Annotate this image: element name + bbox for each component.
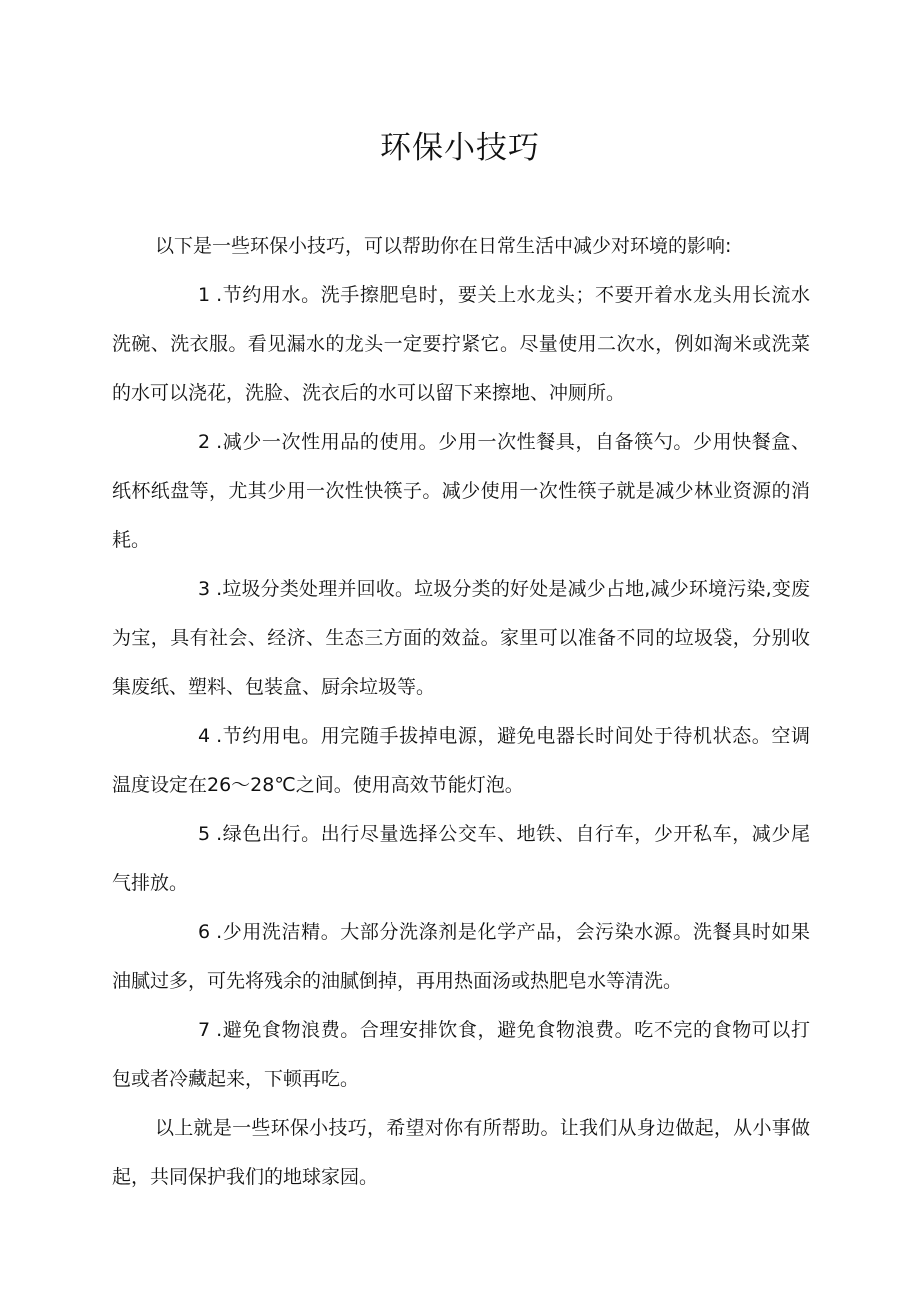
conclusion-paragraph: 以上就是一些环保小技巧，希望对你有所帮助。让我们从身边做起，从小事做起，共同保护我们的地球家园。: [112, 1117, 810, 1188]
tip-text: .减少一次性用品的使用。少用一次性餐具，自备筷勺。少用快餐盒、纸杯纸盘等，尤其少用一次性快筷子。减少使用一次性筷子就是减少林业资源的消耗。: [112, 431, 810, 551]
tip-text: .节约用电。用完随手拔掉电源，避免电器长时间处于待机状态。空调温度设定在26～28℃之间。使用高效节能灯泡。: [112, 725, 810, 796]
document-body: [112, 222, 810, 1202]
tip-text: .垃圾分类处理并回收。垃圾分类的好处是减少占地,减少环境污染,变废为宝，具有社会、经济、生态三方面的效益。家里可以准备不同的垃圾袋，分别收集废纸、塑料、包装盒、厨余垃圾等。: [112, 578, 810, 698]
tip-number: 2: [198, 431, 211, 453]
tip-item-4: [112, 712, 810, 810]
tip-item-6: [112, 908, 810, 1006]
tip-item-2: [112, 418, 810, 565]
tip-item-1: [112, 271, 810, 418]
tip-number: 1: [198, 284, 211, 306]
tip-text: .少用洗洁精。大部分洗涤剂是化学产品，会污染水源。洗餐具时如果油腻过多，可先将残余的油腻倒掉，再用热面汤或热肥皂水等清洗。: [112, 921, 810, 992]
tip-item-3: [112, 565, 810, 712]
tip-number: 7: [198, 1019, 211, 1041]
tip-item-7: [112, 1006, 810, 1104]
tip-item-5: [112, 810, 810, 908]
tip-number: 5: [198, 823, 211, 845]
tip-text: .绿色出行。出行尽量选择公交车、地铁、自行车，少开私车，减少尾气排放。: [112, 823, 810, 894]
tip-text: .节约用水。洗手擦肥皂时，要关上水龙头；不要开着水龙头用长流水洗碗、洗衣服。看见漏水的龙头一定要拧紧它。尽量使用二次水，例如淘米或洗菜的水可以浇花，洗脸、洗衣后的水可以留下来擦地、冲厕所。: [112, 284, 810, 404]
tip-number: 3: [198, 578, 211, 600]
tip-number: 4: [198, 725, 211, 747]
intro-paragraph: 以下是一些环保小技巧，可以帮助你在日常生活中减少对环境的影响:: [155, 235, 732, 257]
tip-text: .避免食物浪费。合理安排饮食，避免食物浪费。吃不完的食物可以打包或者冷藏起来，下顿再吃。: [112, 1019, 810, 1090]
tip-number: 6: [198, 921, 211, 943]
document-title: 环保小技巧: [380, 130, 540, 166]
